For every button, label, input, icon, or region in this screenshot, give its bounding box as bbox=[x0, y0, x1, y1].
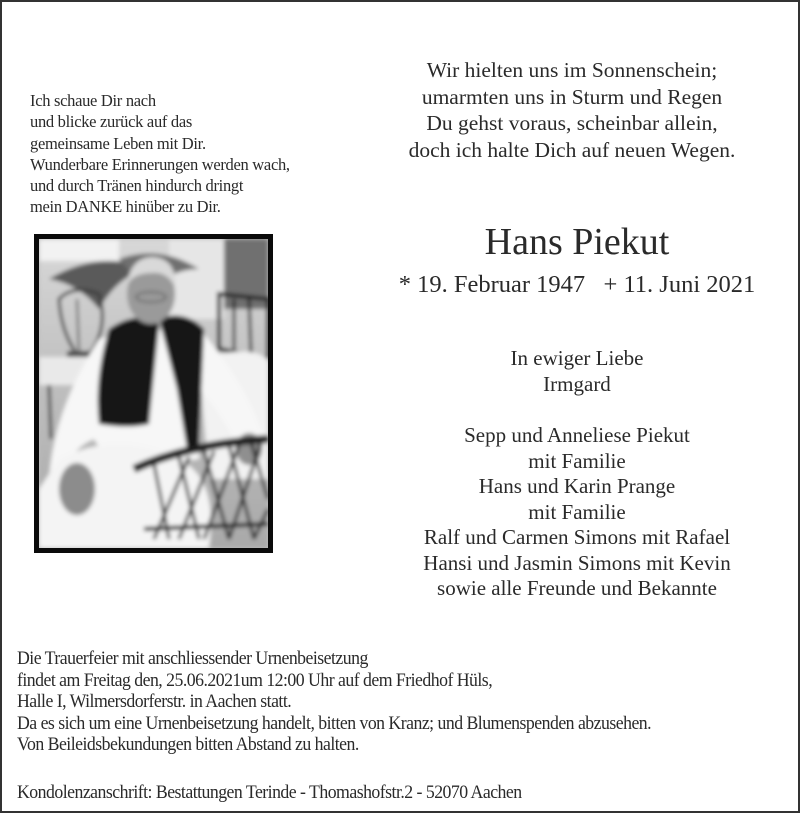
poem-right-line: Wir hielten uns im Sonnenschein; bbox=[426, 58, 718, 82]
mourners-list bbox=[362, 346, 792, 602]
poem-left-line: gemeinsame Leben mit Dir. bbox=[30, 133, 206, 153]
details-line: Da es sich um eine Urnenbeisetzung handelt, bitten von Kranz; und Blumenspenden abzusehen. bbox=[17, 713, 652, 734]
portrait-image-icon bbox=[39, 239, 268, 548]
mourner-line: Ralf und Carmen Simons mit Rafael bbox=[423, 525, 731, 549]
poem-left-line: und durch Tränen hindurch dringt bbox=[30, 176, 244, 196]
mourner-line: Hansi und Jasmin Simons mit Kevin bbox=[423, 550, 731, 575]
poem-left bbox=[30, 90, 290, 218]
details-line: Halle I, Wilmersdorferstr. in Aachen statt. bbox=[17, 692, 292, 712]
poem-left-line: und blicke zurück auf das bbox=[30, 112, 193, 132]
poem-left-line: mein DANKE hinüber zu Dir. bbox=[30, 197, 221, 217]
details-line: Die Trauerfeier mit anschliessender Urnenbeisetzung bbox=[17, 649, 368, 669]
details-line: findet am Freitag den, 25.06.2021um 12:00 Uhr auf dem Friedhof Hüls, bbox=[17, 670, 493, 691]
portrait-photo bbox=[34, 234, 273, 553]
mourner-line: Hans und Karin Prange bbox=[478, 474, 676, 498]
poem-right-line: umarmten uns in Sturm und Regen bbox=[421, 84, 723, 109]
dedication-signer: Irmgard bbox=[543, 371, 611, 396]
poem-right bbox=[372, 57, 772, 163]
poem-left-line: Wunderbare Erinnerungen werden wach, bbox=[30, 154, 290, 174]
spacer bbox=[362, 397, 792, 423]
poem-left-line: Ich schaue Dir nach bbox=[30, 91, 156, 110]
deceased-name: Hans Piekut bbox=[484, 221, 670, 263]
details-line: Von Beileidsbekundungen bitten Abstand zu halten. bbox=[17, 735, 359, 755]
poem-right-line: Du gehst voraus, scheinbar allein, bbox=[426, 111, 718, 135]
mourner-line: mit Familie bbox=[528, 499, 626, 524]
mourner-line: sowie alle Freunde und Bekannte bbox=[437, 576, 717, 600]
mourner-line: Sepp und Anneliese Piekut bbox=[464, 423, 690, 447]
poem-right-line: doch ich halte Dich auf neuen Wegen. bbox=[408, 137, 736, 162]
mourner-line: mit Familie bbox=[528, 448, 626, 473]
service-details bbox=[17, 649, 651, 757]
condolence-address: Kondolenzanschrift: Bestattungen Terinde - Thomashofstr.2 - 52070 Aachen bbox=[17, 783, 522, 803]
dedication-line: In ewiger Liebe bbox=[510, 346, 644, 370]
life-dates: * 19. Februar 1947 + 11. Juni 2021 bbox=[398, 271, 756, 298]
